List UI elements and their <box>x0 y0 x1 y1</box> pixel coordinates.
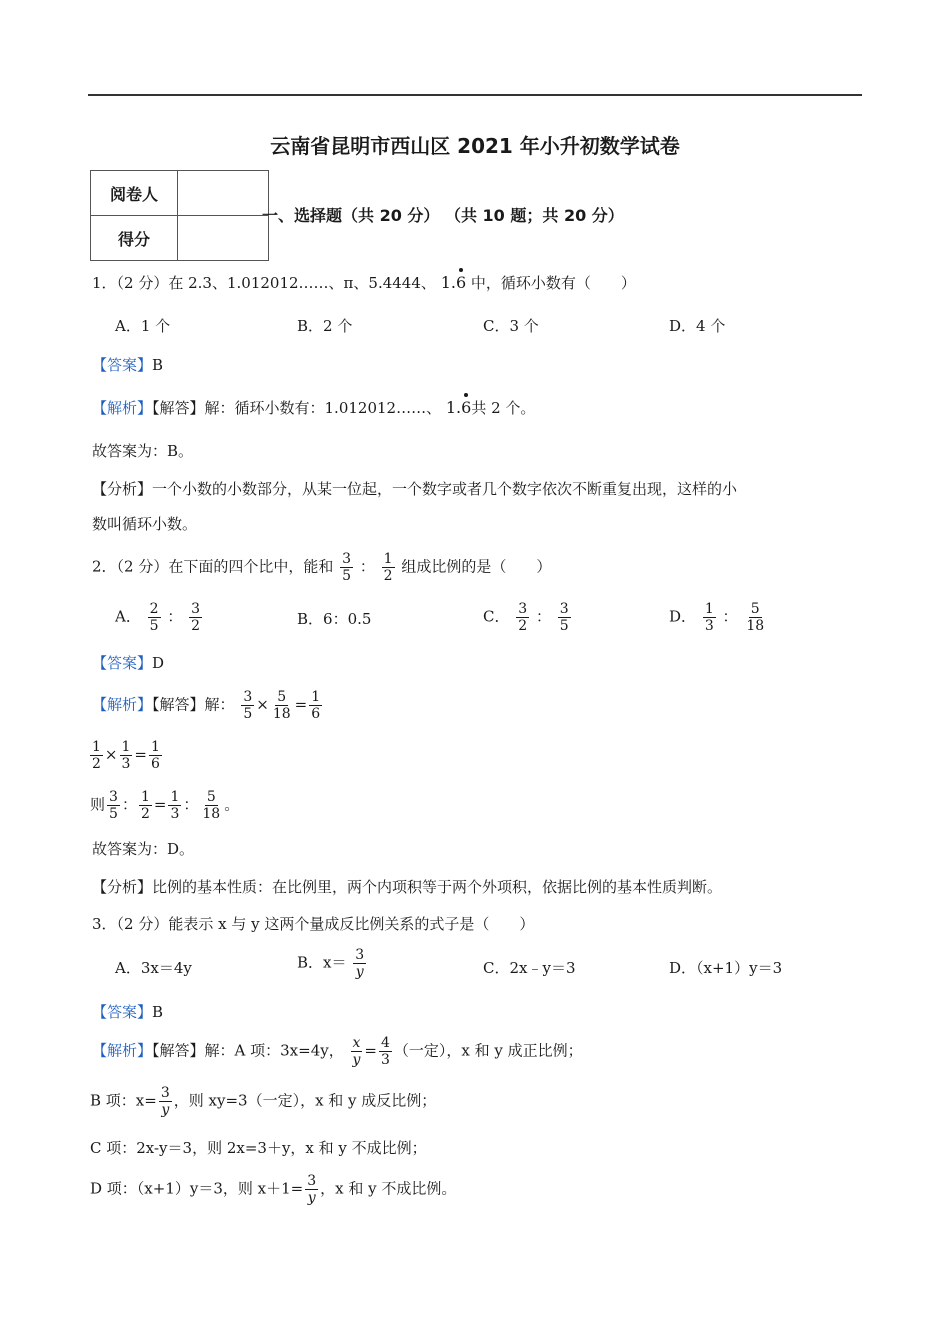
q1-option-c: C．3 个 <box>483 317 539 335</box>
q1-option-b: B．2 个 <box>297 317 353 335</box>
q2-explanation: 【解析】【解答】解： $\frac{3}{5}$ × $\frac{5}{18}$ = $\frac{1}{6}$ <box>92 689 321 722</box>
q2-option-a: A． $\frac{2}{5}$ ： $\frac{3}{2}$ <box>115 601 201 634</box>
header-rule <box>88 94 862 96</box>
score-cell <box>178 216 269 261</box>
q2-stem: 2．（2 分）在下面的四个比中，能和 $\frac{3}{5}$ ： $\frac{1}{2}$ 组成比例的是（ ） <box>92 551 552 584</box>
q3-explanation: 【解析】【解答】解：A 项：3x=4y， $\frac{x}{y}$ = $\frac{4}{3}$ （一定），x 和 y 成正比例； <box>92 1035 583 1068</box>
q2-step2: $\frac{1}{2}$ × $\frac{1}{3}$ = $\frac{1}{6}$ <box>92 739 160 772</box>
q2-option-c: C． $\frac{3}{2}$ ： $\frac{3}{5}$ <box>483 601 569 634</box>
q3-line-c: C 项：2x-y＝3，则 2x=3＋y，x 和 y 不成比例； <box>90 1139 427 1157</box>
q1-option-a: A．1 个 <box>115 317 171 335</box>
fraction: $\frac{1}{2}$ <box>383 551 393 584</box>
q1-explanation: 【解析】【解答】解：循环小数有：1.012012……、 1.6共 2 个。 <box>92 398 536 417</box>
q1-option-d: D．4 个 <box>669 317 726 335</box>
q1-analysis-line2: 数叫循环小数。 <box>92 515 198 533</box>
q1-answer: 【答案】B <box>92 356 164 374</box>
q1-stem: 1．（2 分）在 2.3、1.012012……、π、5.4444、 1.6 中，循环小数有（ ） <box>92 273 636 292</box>
q2-option-b: B．6：0.5 <box>297 610 372 628</box>
fraction: $\frac{1}{3}$ <box>704 601 714 634</box>
q3-answer: 【答案】B <box>92 1003 164 1021</box>
fraction: $\frac{2}{5}$ <box>149 601 159 634</box>
q2-step3: 则 $\frac{3}{5}$ ： $\frac{1}{2}$ = $\frac{1}{3}$ ： $\frac{5}{18}$ 。 <box>90 789 240 822</box>
q1-analysis-line1: 【分析】一个小数的小数部分，从某一位起，一个数字或者几个数字依次不断重复出现，这样的小 <box>92 480 738 498</box>
q1-conclusion: 故答案为：B。 <box>92 442 194 460</box>
q3-option-c: C．2x﹣y＝3 <box>483 959 576 977</box>
reviewer-cell <box>178 171 269 216</box>
fraction: $\frac{3}{5}$ <box>342 551 352 584</box>
q2-conclusion: 故答案为：D。 <box>92 840 195 858</box>
fraction: $\frac{3}{5}$ <box>559 601 569 634</box>
q3-line-b: B 项：x= $\frac{3}{y}$ ，则 xy=3（一定），x 和 y 成反比例； <box>90 1085 437 1118</box>
fraction: $\frac{5}{18}$ <box>746 601 765 634</box>
q2-answer: 【答案】D <box>92 654 165 672</box>
q3-option-a: A．3x＝4y <box>115 959 192 977</box>
page-title: 云南省昆明市西山区 2021 年小升初数学试卷 <box>270 134 680 158</box>
fraction: $\frac{3}{2}$ <box>518 601 528 634</box>
section-heading: 一、选择题（共 20 分） （共 10 题；共 20 分） <box>262 206 624 225</box>
q3-option-b: B．x＝ $\frac{3}{y}$ <box>297 947 365 980</box>
q3-option-d: D．（x+1）y＝3 <box>669 959 783 977</box>
repeating-decimal: 1.6 <box>440 273 467 292</box>
repeating-decimal: 1.6 <box>445 398 472 417</box>
fraction: $\frac{3}{2}$ <box>191 601 201 634</box>
q3-line-d: D 项：（x+1）y＝3，则 x＋1= $\frac{3}{y}$ ，x 和 y 不成比例。 <box>90 1173 457 1206</box>
q2-option-d: D． $\frac{1}{3}$ ： $\frac{5}{18}$ <box>669 601 765 634</box>
q3-stem: 3．（2 分）能表示 x 与 y 这两个量成反比例关系的式子是（ ） <box>92 915 535 933</box>
reviewer-label: 阅卷人 <box>91 171 178 216</box>
score-table <box>90 170 269 261</box>
q2-analysis: 【分析】比例的基本性质：在比例里，两个内项积等于两个外项积，依据比例的基本性质判断。 <box>92 878 723 896</box>
score-label: 得分 <box>91 216 178 261</box>
